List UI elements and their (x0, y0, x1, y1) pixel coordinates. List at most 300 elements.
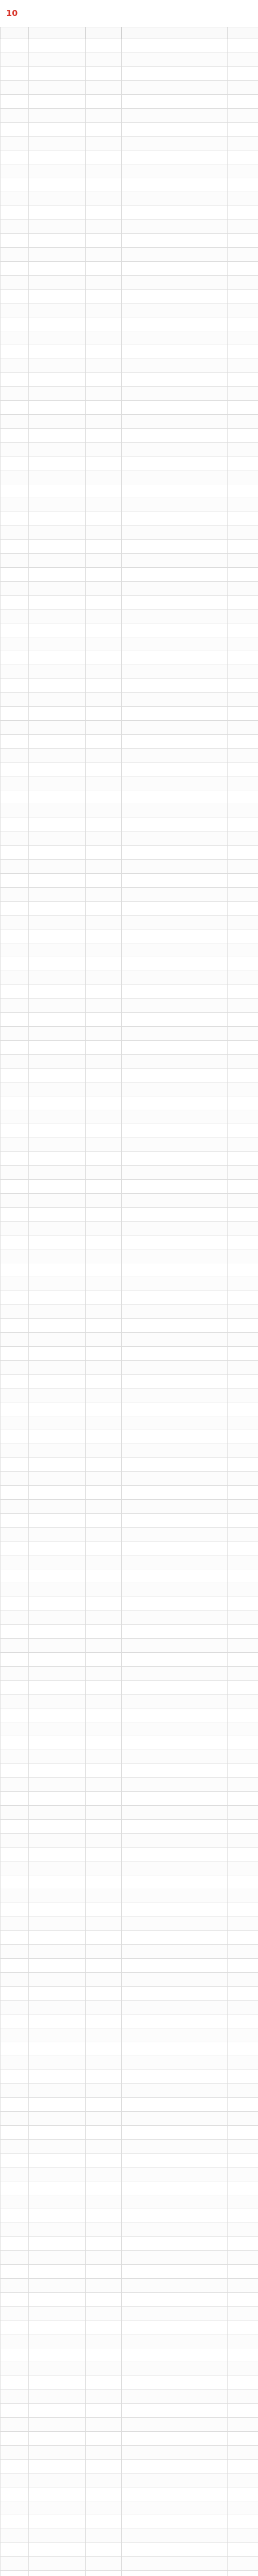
row-id-cell (29, 1917, 86, 1931)
row-group-cell (1, 735, 29, 749)
row-unit-cell (122, 2571, 228, 2576)
row-group-cell (1, 568, 29, 582)
table-row (1, 1486, 258, 1500)
row-unit-cell (122, 846, 228, 860)
row-name-cell (86, 178, 122, 192)
table-row (1, 234, 258, 248)
table-row (1, 1458, 258, 1472)
row-name-cell (86, 345, 122, 359)
row-unit-cell (122, 470, 228, 484)
row-group-cell (1, 359, 29, 373)
row-name-cell (86, 2348, 122, 2362)
row-score-cell (228, 1069, 258, 1082)
row-group-cell (1, 456, 29, 470)
row-group-cell (1, 651, 29, 665)
row-score-cell (228, 206, 258, 220)
row-group-cell (1, 554, 29, 568)
row-group-cell (1, 985, 29, 999)
row-unit-cell (122, 81, 228, 95)
row-name-cell (86, 1222, 122, 1235)
row-id-cell (29, 762, 86, 776)
table-row (1, 2473, 258, 2487)
row-unit-cell (122, 2487, 228, 2501)
table-row (1, 443, 258, 456)
row-unit-cell (122, 1416, 228, 1430)
table-row (1, 1055, 258, 1069)
row-id-cell (29, 1305, 86, 1319)
table-row (1, 1208, 258, 1222)
row-group-cell (1, 2112, 29, 2126)
row-unit-cell (122, 2265, 228, 2279)
table-row (1, 665, 258, 679)
row-unit-cell (122, 818, 228, 832)
row-id-cell (29, 902, 86, 916)
row-score-cell (228, 2473, 258, 2487)
row-name-cell (86, 1458, 122, 1472)
table-row (1, 1569, 258, 1583)
row-group-cell (1, 1291, 29, 1305)
row-unit-cell (122, 373, 228, 387)
row-id-cell (29, 1208, 86, 1222)
row-name-cell (86, 1764, 122, 1778)
row-score-cell (228, 1444, 258, 1458)
row-unit-cell (122, 1194, 228, 1208)
row-group-cell (1, 540, 29, 554)
row-name-cell (86, 1806, 122, 1820)
row-score-cell (228, 1124, 258, 1138)
row-name-cell (86, 1305, 122, 1319)
table-row (1, 1027, 258, 1041)
row-id-cell (29, 1013, 86, 1027)
row-unit-cell (122, 1027, 228, 1041)
row-score-cell (228, 1013, 258, 1027)
row-score-cell (228, 1500, 258, 1514)
row-score-cell (228, 81, 258, 95)
row-group-cell (1, 2098, 29, 2112)
row-id-cell (29, 290, 86, 303)
row-score-cell (228, 1778, 258, 1792)
row-group-cell (1, 2320, 29, 2334)
row-unit-cell (122, 2251, 228, 2265)
row-id-cell (29, 2557, 86, 2571)
row-name-cell (86, 1917, 122, 1931)
table-row (1, 2154, 258, 2167)
row-group-cell (1, 443, 29, 456)
row-group-cell (1, 67, 29, 81)
row-group-cell (1, 123, 29, 137)
row-group-cell (1, 1375, 29, 1388)
row-name-cell (86, 1541, 122, 1555)
table-row (1, 637, 258, 651)
row-id-cell (29, 401, 86, 415)
row-name-cell (86, 1347, 122, 1361)
row-name-cell (86, 2209, 122, 2223)
table-row (1, 1708, 258, 1722)
row-unit-cell (122, 109, 228, 123)
row-score-cell (228, 902, 258, 916)
row-unit-cell (122, 2362, 228, 2376)
table-row (1, 1194, 258, 1208)
row-group-cell (1, 192, 29, 206)
row-name-cell (86, 109, 122, 123)
row-score-cell (228, 1194, 258, 1208)
row-id-cell (29, 2140, 86, 2154)
row-unit-cell (122, 832, 228, 846)
row-score-cell (228, 498, 258, 512)
row-name-cell (86, 1959, 122, 1973)
row-group-cell (1, 1180, 29, 1194)
row-unit-cell (122, 1124, 228, 1138)
row-id-cell (29, 1138, 86, 1152)
row-unit-cell (122, 1778, 228, 1792)
row-score-cell (228, 2307, 258, 2320)
row-name-cell (86, 860, 122, 874)
row-id-cell (29, 1430, 86, 1444)
table-row (1, 1069, 258, 1082)
row-group-cell (1, 1694, 29, 1708)
row-group-cell (1, 1069, 29, 1082)
row-name-cell (86, 192, 122, 206)
row-id-cell (29, 2432, 86, 2446)
row-group-cell (1, 1987, 29, 2001)
row-id-cell (29, 429, 86, 443)
row-id-cell (29, 1681, 86, 1694)
table-row (1, 1583, 258, 1597)
row-group-cell (1, 1319, 29, 1333)
row-id-cell (29, 2056, 86, 2070)
row-id-cell (29, 2571, 86, 2576)
row-unit-cell (122, 1235, 228, 1249)
row-id-cell (29, 2529, 86, 2543)
row-name-cell (86, 804, 122, 818)
row-id-cell (29, 262, 86, 276)
row-id-cell (29, 1653, 86, 1667)
row-group-cell (1, 498, 29, 512)
row-name-cell (86, 916, 122, 929)
row-name-cell (86, 790, 122, 804)
row-unit-cell (122, 2293, 228, 2307)
row-id-cell (29, 1639, 86, 1653)
row-name-cell (86, 1180, 122, 1194)
row-score-cell (228, 2348, 258, 2362)
row-score-cell (228, 53, 258, 67)
row-group-cell (1, 2167, 29, 2181)
table-row (1, 2557, 258, 2571)
table-row (1, 540, 258, 554)
row-name-cell (86, 1263, 122, 1277)
row-score-cell (228, 846, 258, 860)
row-group-cell (1, 429, 29, 443)
row-group-cell (1, 2446, 29, 2460)
row-unit-cell (122, 1096, 228, 1110)
row-score-cell (228, 2418, 258, 2432)
row-id-cell (29, 2014, 86, 2028)
row-unit-cell (122, 1472, 228, 1486)
row-name-cell (86, 957, 122, 971)
row-unit-cell (122, 637, 228, 651)
row-id-cell (29, 623, 86, 637)
row-name-cell (86, 1291, 122, 1305)
row-id-cell (29, 359, 86, 373)
row-id-cell (29, 1514, 86, 1528)
row-name-cell (86, 1124, 122, 1138)
row-group-cell (1, 2028, 29, 2042)
row-group-cell (1, 1667, 29, 1681)
row-unit-cell (122, 1875, 228, 1889)
row-name-cell (86, 2571, 122, 2576)
row-group-cell (1, 1486, 29, 1500)
table-row (1, 790, 258, 804)
row-group-cell (1, 1361, 29, 1375)
table-row (1, 2167, 258, 2181)
table-row (1, 832, 258, 846)
table-row (1, 81, 258, 95)
row-score-cell (228, 860, 258, 874)
row-id-cell (29, 693, 86, 707)
row-id-cell (29, 776, 86, 790)
row-unit-cell (122, 1820, 228, 1834)
row-unit-cell (122, 1277, 228, 1291)
row-score-cell (228, 735, 258, 749)
row-group-cell (1, 609, 29, 623)
row-name-cell (86, 2432, 122, 2446)
row-score-cell (228, 262, 258, 276)
row-group-cell (1, 1472, 29, 1486)
row-id-cell (29, 2418, 86, 2432)
row-id-cell (29, 916, 86, 929)
row-group-cell (1, 804, 29, 818)
row-score-cell (228, 1889, 258, 1903)
row-score-cell (228, 1722, 258, 1736)
row-id-cell (29, 2098, 86, 2112)
row-name-cell (86, 512, 122, 526)
row-name-cell (86, 1903, 122, 1917)
row-unit-cell (122, 609, 228, 623)
row-unit-cell (122, 1528, 228, 1541)
row-score-cell (228, 2084, 258, 2098)
row-unit-cell (122, 429, 228, 443)
row-unit-cell (122, 1333, 228, 1347)
table-row (1, 67, 258, 81)
row-name-cell (86, 2376, 122, 2390)
row-unit-cell (122, 1208, 228, 1222)
row-group-cell (1, 137, 29, 150)
row-unit-cell (122, 2056, 228, 2070)
row-group-cell (1, 2390, 29, 2404)
table-row (1, 290, 258, 303)
row-group-cell (1, 2265, 29, 2279)
row-score-cell (228, 832, 258, 846)
row-unit-cell (122, 1305, 228, 1319)
row-id-cell (29, 2237, 86, 2251)
row-name-cell (86, 53, 122, 67)
table-row (1, 1430, 258, 1444)
row-id-cell (29, 1486, 86, 1500)
row-name-cell (86, 456, 122, 470)
table-row (1, 1249, 258, 1263)
row-group-cell (1, 248, 29, 262)
row-group-cell (1, 1152, 29, 1166)
row-group-cell (1, 1013, 29, 1027)
row-group-cell (1, 220, 29, 234)
row-score-cell (228, 1430, 258, 1444)
row-group-cell (1, 1235, 29, 1249)
table-row (1, 1639, 258, 1653)
table-row (1, 2515, 258, 2529)
row-id-cell (29, 2209, 86, 2223)
table-row (1, 2126, 258, 2140)
row-unit-cell (122, 95, 228, 109)
row-score-cell (228, 1055, 258, 1069)
row-name-cell (86, 1945, 122, 1959)
row-unit-cell (122, 456, 228, 470)
row-unit-cell (122, 776, 228, 790)
table-header-row (1, 27, 258, 39)
row-name-cell (86, 693, 122, 707)
row-score-cell (228, 2501, 258, 2515)
row-group-cell (1, 1222, 29, 1235)
row-group-cell (1, 81, 29, 95)
row-group-cell (1, 2056, 29, 2070)
table-row (1, 2181, 258, 2195)
row-group-cell (1, 2154, 29, 2167)
row-name-cell (86, 2181, 122, 2195)
row-unit-cell (122, 2195, 228, 2209)
table-row (1, 123, 258, 137)
row-unit-cell (122, 1082, 228, 1096)
row-group-cell (1, 1347, 29, 1361)
table-row (1, 150, 258, 164)
table-row (1, 776, 258, 790)
row-name-cell (86, 1611, 122, 1625)
row-unit-cell (122, 220, 228, 234)
row-name-cell (86, 276, 122, 290)
row-score-cell (228, 95, 258, 109)
row-id-cell (29, 2126, 86, 2140)
row-score-cell (228, 276, 258, 290)
row-group-cell (1, 1277, 29, 1291)
row-unit-cell (122, 1110, 228, 1124)
row-score-cell (228, 1277, 258, 1291)
row-group-cell (1, 1597, 29, 1611)
row-group-cell (1, 1082, 29, 1096)
row-unit-cell (122, 2154, 228, 2167)
row-group-cell (1, 2293, 29, 2307)
row-name-cell (86, 2293, 122, 2307)
row-name-cell (86, 1249, 122, 1263)
row-score-cell (228, 1653, 258, 1667)
row-name-cell (86, 568, 122, 582)
row-score-cell (228, 609, 258, 623)
row-unit-cell (122, 2307, 228, 2320)
table-row (1, 137, 258, 150)
row-id-cell (29, 443, 86, 456)
row-name-cell (86, 2014, 122, 2028)
row-name-cell (86, 2084, 122, 2098)
row-unit-cell (122, 206, 228, 220)
row-score-cell (228, 1041, 258, 1055)
document-title: 10 (6, 8, 18, 18)
table-row (1, 1180, 258, 1194)
row-id-cell (29, 651, 86, 665)
row-name-cell (86, 888, 122, 902)
table-row (1, 1013, 258, 1027)
row-score-cell (228, 985, 258, 999)
table-row (1, 2237, 258, 2251)
table-row (1, 1792, 258, 1806)
table-row (1, 1305, 258, 1319)
table-row (1, 2279, 258, 2293)
row-id-cell (29, 2084, 86, 2098)
table-row (1, 1597, 258, 1611)
row-score-cell (228, 679, 258, 693)
row-unit-cell (122, 39, 228, 53)
row-name-cell (86, 2446, 122, 2460)
row-name-cell (86, 1319, 122, 1333)
row-group-cell (1, 2084, 29, 2098)
row-score-cell (228, 2167, 258, 2181)
row-name-cell (86, 2404, 122, 2418)
table-row (1, 679, 258, 693)
row-score-cell (228, 303, 258, 317)
row-id-cell (29, 554, 86, 568)
row-score-cell (228, 665, 258, 679)
row-unit-cell (122, 902, 228, 916)
row-score-cell (228, 1903, 258, 1917)
table-row (1, 2334, 258, 2348)
row-group-cell (1, 1653, 29, 1667)
row-name-cell (86, 1430, 122, 1444)
row-score-cell (228, 1027, 258, 1041)
row-unit-cell (122, 679, 228, 693)
row-unit-cell (122, 1222, 228, 1235)
row-id-cell (29, 2279, 86, 2293)
row-name-cell (86, 95, 122, 109)
row-id-cell (29, 526, 86, 540)
row-id-cell (29, 1541, 86, 1555)
row-group-cell (1, 109, 29, 123)
row-group-cell (1, 2376, 29, 2390)
row-group-cell (1, 1096, 29, 1110)
row-id-cell (29, 679, 86, 693)
row-name-cell (86, 39, 122, 53)
row-unit-cell (122, 2084, 228, 2098)
row-id-cell (29, 1263, 86, 1277)
row-name-cell (86, 623, 122, 637)
row-score-cell (228, 1458, 258, 1472)
row-id-cell (29, 2362, 86, 2376)
row-score-cell (228, 651, 258, 665)
row-score-cell (228, 957, 258, 971)
row-group-cell (1, 1305, 29, 1319)
row-group-cell (1, 1430, 29, 1444)
row-name-cell (86, 749, 122, 762)
row-score-cell (228, 2529, 258, 2543)
row-name-cell (86, 1208, 122, 1222)
row-group-cell (1, 776, 29, 790)
row-id-cell (29, 874, 86, 888)
table-row (1, 429, 258, 443)
row-group-cell (1, 971, 29, 985)
row-id-cell (29, 1875, 86, 1889)
row-name-cell (86, 818, 122, 832)
row-name-cell (86, 2251, 122, 2265)
row-group-cell (1, 345, 29, 359)
row-group-cell (1, 1903, 29, 1917)
row-unit-cell (122, 1569, 228, 1583)
table-row (1, 1959, 258, 1973)
row-id-cell (29, 1500, 86, 1514)
